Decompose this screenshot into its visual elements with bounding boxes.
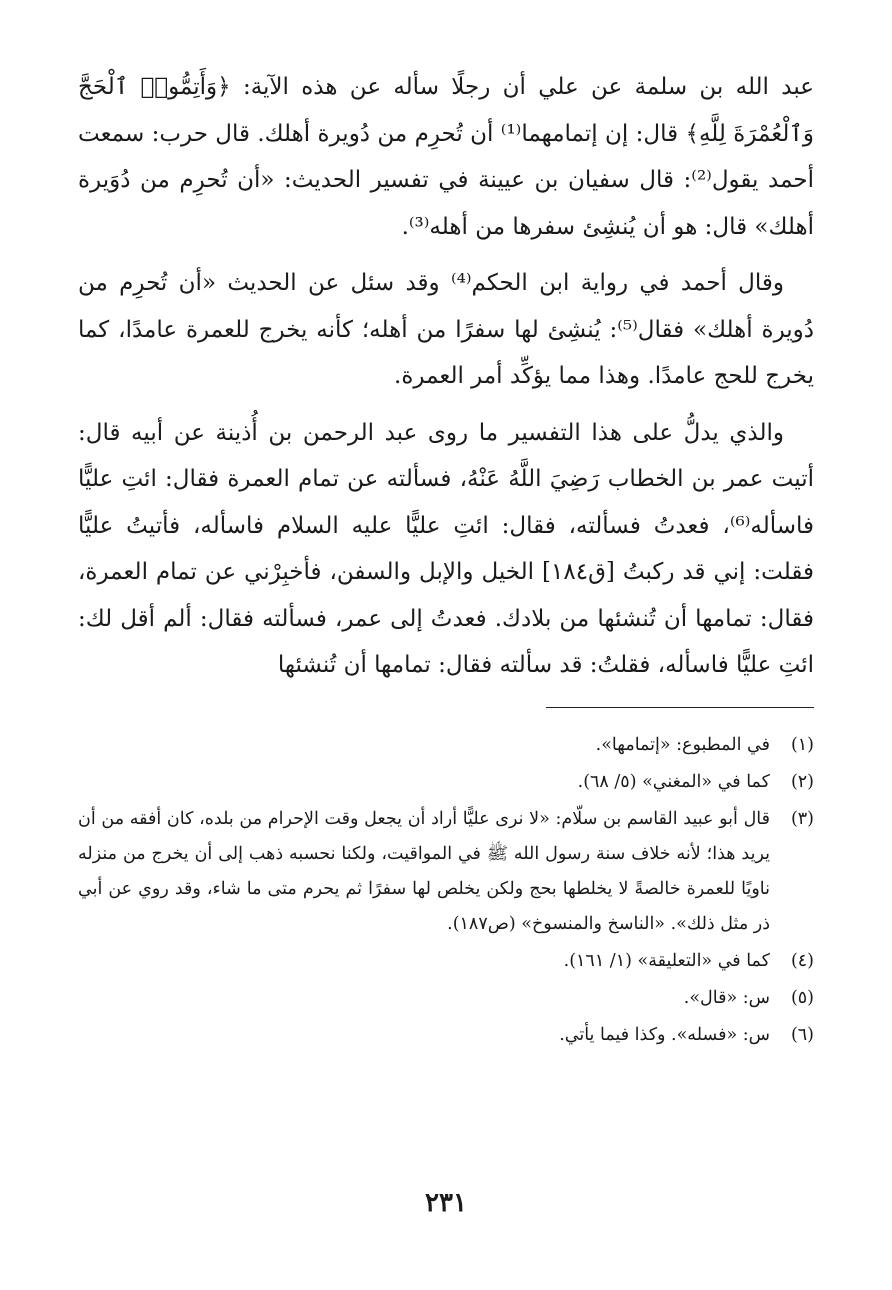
- footnote-text: في المطبوع: «إتمامها».: [595, 734, 770, 755]
- footnote-3: [78, 802, 814, 942]
- footnote-number: (٥): [790, 987, 814, 1008]
- footnote-divider: [546, 707, 814, 708]
- footnote-number: (٦): [790, 1024, 814, 1045]
- footnotes: [78, 728, 814, 1053]
- footnote-text: قال أبو عبيد القاسم بن سلّام: «لا نرى عليًّا أراد أن يجعل وقت الإحرام من بلده، كان أفقه من أن يريد هذا؛ لأنه خلاف سنة رسول الله ﷺ في المواقيت، ولكنا نحسبه ذهب إلى أن يخرج من منزله ناويًا للعمرة خالصةً لا يخلطها بحج ولكن يخلص لها سفرًا ثم يحرم متى ما شاء، وقد روي عن أبي ذر مثل ذلك». «الناسخ والمنسوخ» (ص١٨٧).: [78, 808, 770, 934]
- footnote-number: (١): [790, 734, 814, 755]
- footnote-text: كما في «المغني» (٥/ ٦٨).: [577, 771, 770, 792]
- footnote-text: س: «فسله». وكذا فيما يأتي.: [559, 1024, 770, 1045]
- main-text: [78, 64, 814, 689]
- page-number: ٢٣١: [425, 1188, 467, 1218]
- footnote-text: س: «قال».: [683, 987, 770, 1008]
- paragraph-1: عبد الله بن سلمة عن علي أن رجلًا سأله عن هذه الآية: ﴿وَأَتِمُّوا۟ ٱلْحَجَّ وَٱلْعُمْرَةَ لِلَّهِ﴾ قال: إن إتمامهما⁽¹⁾ أن تُحرِم من دُويرة أهلك. قال حرب: سمعت أحمد يقول⁽²⁾: قال سفيان بن عيينة في تفسير الحديث: «أن تُحرِم من دُوَيرة أهلك» قال: هو أن يُنشِئ سفرها من أهله⁽³⁾.: [78, 74, 814, 240]
- paragraph-3: والذي يدلُّ على هذا التفسير ما روى عبد الرحمن بن أُذينة عن أبيه قال: أتيت عمر بن الخطاب رَضِيَ اللَّهُ عَنْهُ، فسألته عن تمام العمرة فقال: ائتِ عليًّا فاسأله⁽⁶⁾، فعدتُ فسألته، فقال: ائتِ عليًّا عليه السلام فاسأله، فأتيتُ عليًّا فقلت: إني قد ركبتُ [ق١٨٤] الخيل والإبل والسفن، فأخبِرْني عن تمام العمرة، فقال: تمامها أن تُنشئها من بلادك. فعدتُ إلى عمر، فسألته فقال: ألم أقل لك: ائتِ عليًّا فاسأله، فقلتُ: قد سألته فقال: تمامها أن تُنشئها: [78, 419, 814, 678]
- paragraph-2: وقال أحمد في رواية ابن الحكم⁽⁴⁾ وقد سئل عن الحديث «أن تُحرِم من دُويرة أهلك» فقال⁽⁵⁾: يُنشِئ لها سفرًا من أهله؛ كأنه يخرج للعمرة عامدًا، كما يخرج للحج عامدًا. وهذا مما يؤكِّد أمر العمرة.: [78, 270, 815, 389]
- page-content: [78, 64, 814, 1055]
- footnote-text: كما في «التعليقة» (١/ ١٦١).: [563, 950, 770, 971]
- footnote-4: [78, 944, 814, 979]
- footnote-number: (٢): [790, 771, 814, 792]
- footnote-1: [78, 728, 814, 763]
- footnote-number: (٤): [790, 950, 814, 971]
- footnote-2: [78, 765, 814, 800]
- footnote-5: [78, 981, 814, 1016]
- footnote-6: [78, 1018, 814, 1053]
- footnote-number: (٣): [790, 808, 814, 829]
